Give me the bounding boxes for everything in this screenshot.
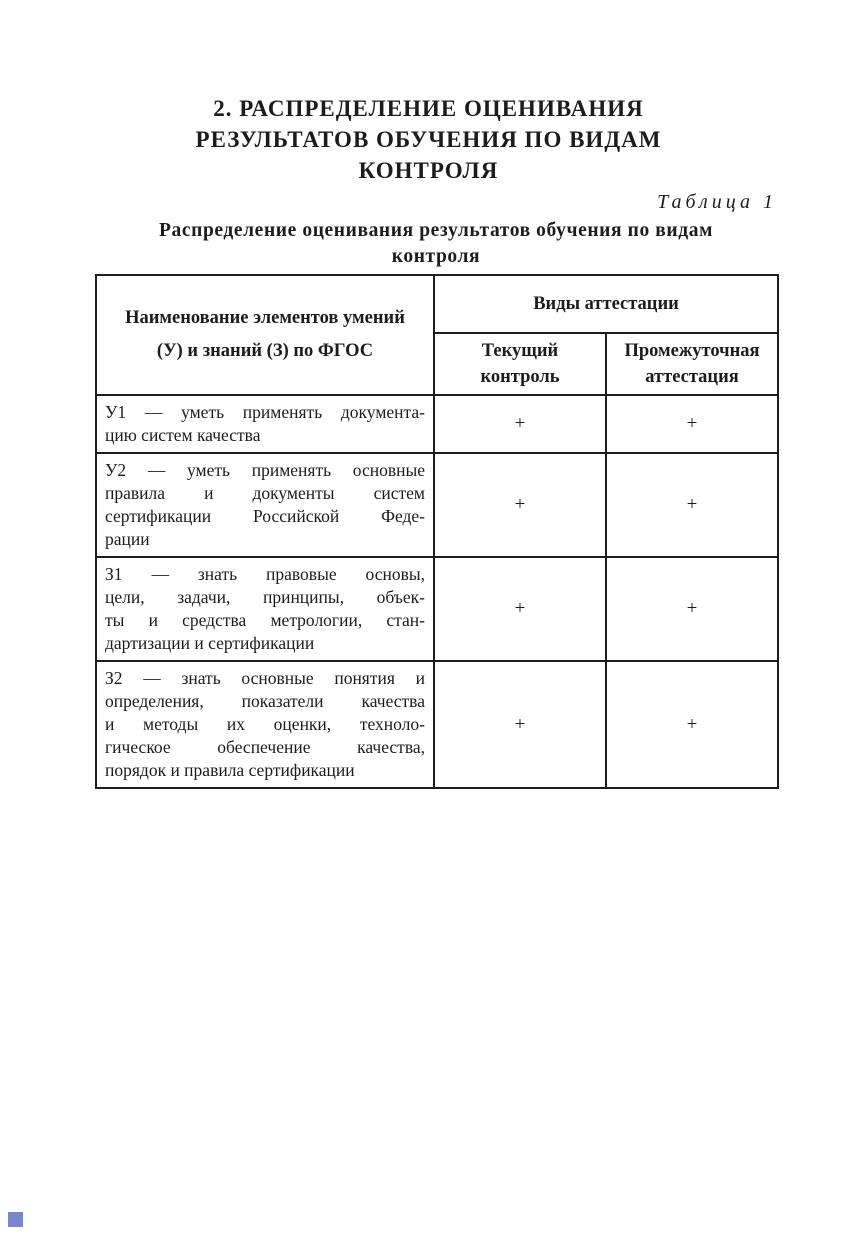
table-row <box>96 661 778 788</box>
corner-marker <box>8 1212 23 1227</box>
text-line: цели, задачи, принципы, объек- <box>105 587 425 607</box>
current-control-mark: + <box>434 557 606 661</box>
attestation-table <box>95 274 779 789</box>
text-line: гическое обеспечение качества, <box>105 737 425 757</box>
text-line: рации <box>105 529 150 549</box>
table-head <box>96 275 778 395</box>
text-line: порядок и правила сертификации <box>105 760 355 780</box>
table-row <box>96 557 778 661</box>
row-element-description <box>96 453 434 557</box>
row-element-description <box>96 661 434 788</box>
text-line: Промежуточная <box>624 341 760 361</box>
text-line: Текущий <box>481 341 559 361</box>
text-line: сертификации Российской Феде- <box>105 506 425 526</box>
text-line: КОНТРОЛЯ <box>358 158 499 183</box>
text-line: У2 — уметь применять основные <box>105 460 425 480</box>
table-row <box>96 453 778 557</box>
interim-attestation-mark: + <box>606 395 778 453</box>
text-line: определения, показатели качества <box>105 691 425 711</box>
interim-attestation-mark: + <box>606 661 778 788</box>
text-line: 2. РАСПРЕДЕЛЕНИЕ ОЦЕНИВАНИЯ <box>213 96 644 121</box>
row-element-description <box>96 395 434 453</box>
text-line: и методы их оценки, техноло- <box>105 714 425 734</box>
text-line: аттестация <box>645 367 739 387</box>
interim-attestation-mark: + <box>606 453 778 557</box>
column-header-interim-attestation <box>606 333 778 395</box>
text-line: правила и документы систем <box>105 483 425 503</box>
text-line: Распределение оценивания результатов обучения по видам <box>159 220 713 241</box>
text-line: З1 — знать правовые основы, <box>105 564 425 584</box>
row-element-description <box>96 557 434 661</box>
text-line: РЕЗУЛЬТАТОВ ОБУЧЕНИЯ ПО ВИДАМ <box>195 127 662 152</box>
text-line: дартизации и сертификации <box>105 633 315 653</box>
text-line: цию систем качества <box>105 425 261 445</box>
text-line: У1 — уметь применять документа- <box>105 402 425 422</box>
text-line: контроля <box>391 246 481 267</box>
current-control-mark: + <box>434 453 606 557</box>
text-line: Наименование элементов умений <box>125 308 405 328</box>
table-row <box>96 395 778 453</box>
current-control-mark: + <box>434 395 606 453</box>
text-line: З2 — знать основные понятия и <box>105 668 425 688</box>
column-header-current-control <box>434 333 606 395</box>
text-line: ты и средства метрологии, стан- <box>105 610 425 630</box>
column-header-elements-name <box>96 275 434 395</box>
section-heading <box>0 0 857 186</box>
table-caption: Таблица 1 <box>657 191 777 213</box>
interim-attestation-mark: + <box>606 557 778 661</box>
column-group-attestation-types: Виды аттестации <box>434 275 778 333</box>
text-line: контроль <box>480 367 560 387</box>
current-control-mark: + <box>434 661 606 788</box>
table-body <box>96 395 778 788</box>
text-line: (У) и знаний (З) по ФГОС <box>156 341 374 361</box>
table-title <box>95 218 777 270</box>
content-column <box>95 190 777 789</box>
header-group-row <box>96 275 778 333</box>
